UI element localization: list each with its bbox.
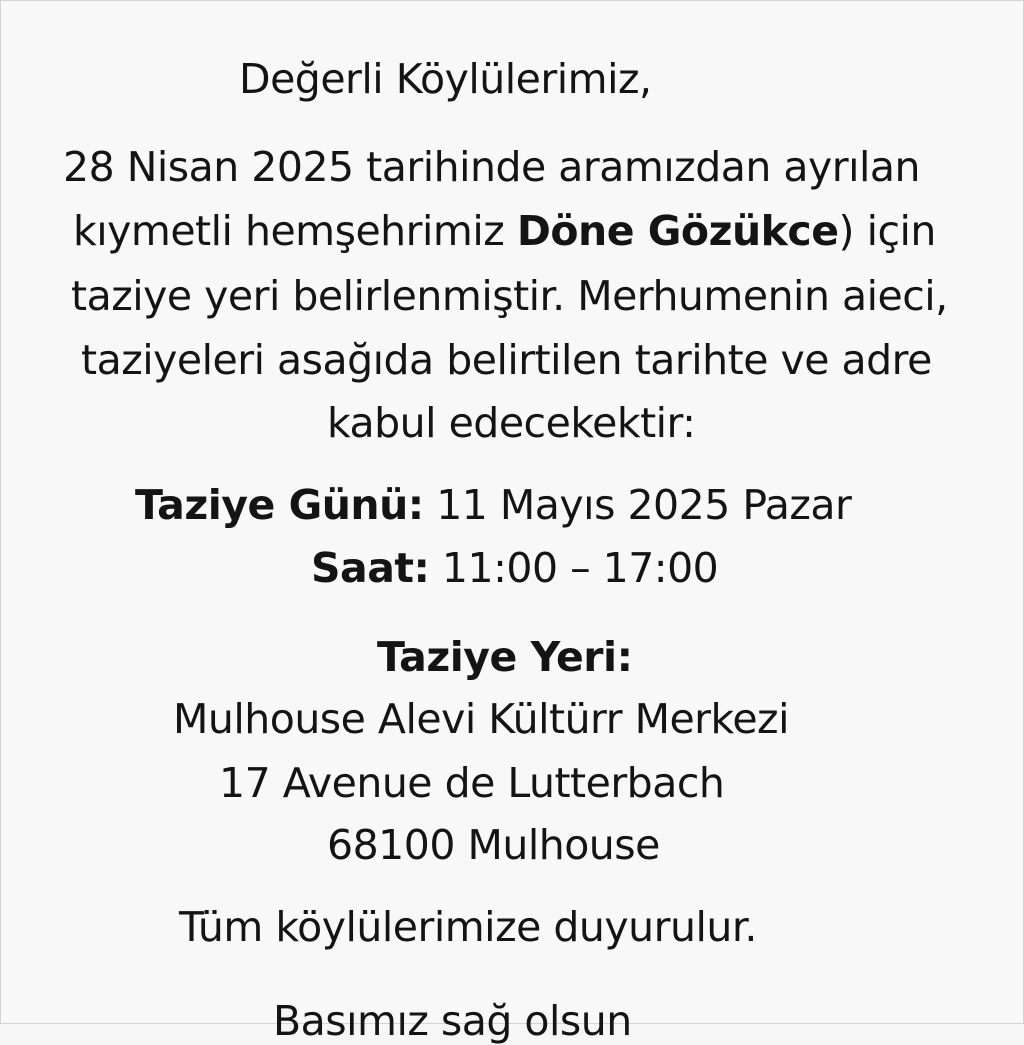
condolence-time-value: 11:00 – 17:00 xyxy=(429,544,719,592)
greeting: Değerli Köylülerimiz, xyxy=(239,55,652,103)
body-line-5: kabul edecekektir: xyxy=(327,399,696,447)
condolence-day-value: 11 Mayıs 2025 Pazar xyxy=(423,481,852,529)
body-line-2-suffix: ) için xyxy=(838,207,936,255)
body-line-2-prefix: kıymetli hemşehrimiz xyxy=(73,207,517,255)
body-line-2 xyxy=(73,207,936,255)
address-line-2: 17 Avenue de Lutterbach xyxy=(219,759,725,807)
condolence-day-label: Taziye Günü: xyxy=(135,481,424,529)
closing-line: Basımız sağ olsun xyxy=(273,997,632,1045)
condolence-day xyxy=(135,481,852,529)
address-line-1: Mulhouse Alevi Kültürr Merkezi xyxy=(173,695,789,743)
announcement: Tüm köylülerimize duyurulur. xyxy=(179,903,757,951)
body-line-3: taziye yeri belirlenmiştir. Merhumenin aiесi, xyxy=(71,272,948,320)
deceased-name: Döne Gözükce xyxy=(516,207,839,255)
condolence-time xyxy=(311,544,719,592)
condolence-place-label: Taziye Yeri: xyxy=(377,633,633,681)
body-line-4: taziyeleri asağıda belirtilen tarihte ve adre xyxy=(81,336,932,384)
body-line-1: 28 Nisan 2025 tarihinde aramızdan ayrılan xyxy=(63,143,920,191)
address-line-3: 68100 Mulhouse xyxy=(327,821,660,869)
condolence-time-label: Saat: xyxy=(311,544,430,592)
